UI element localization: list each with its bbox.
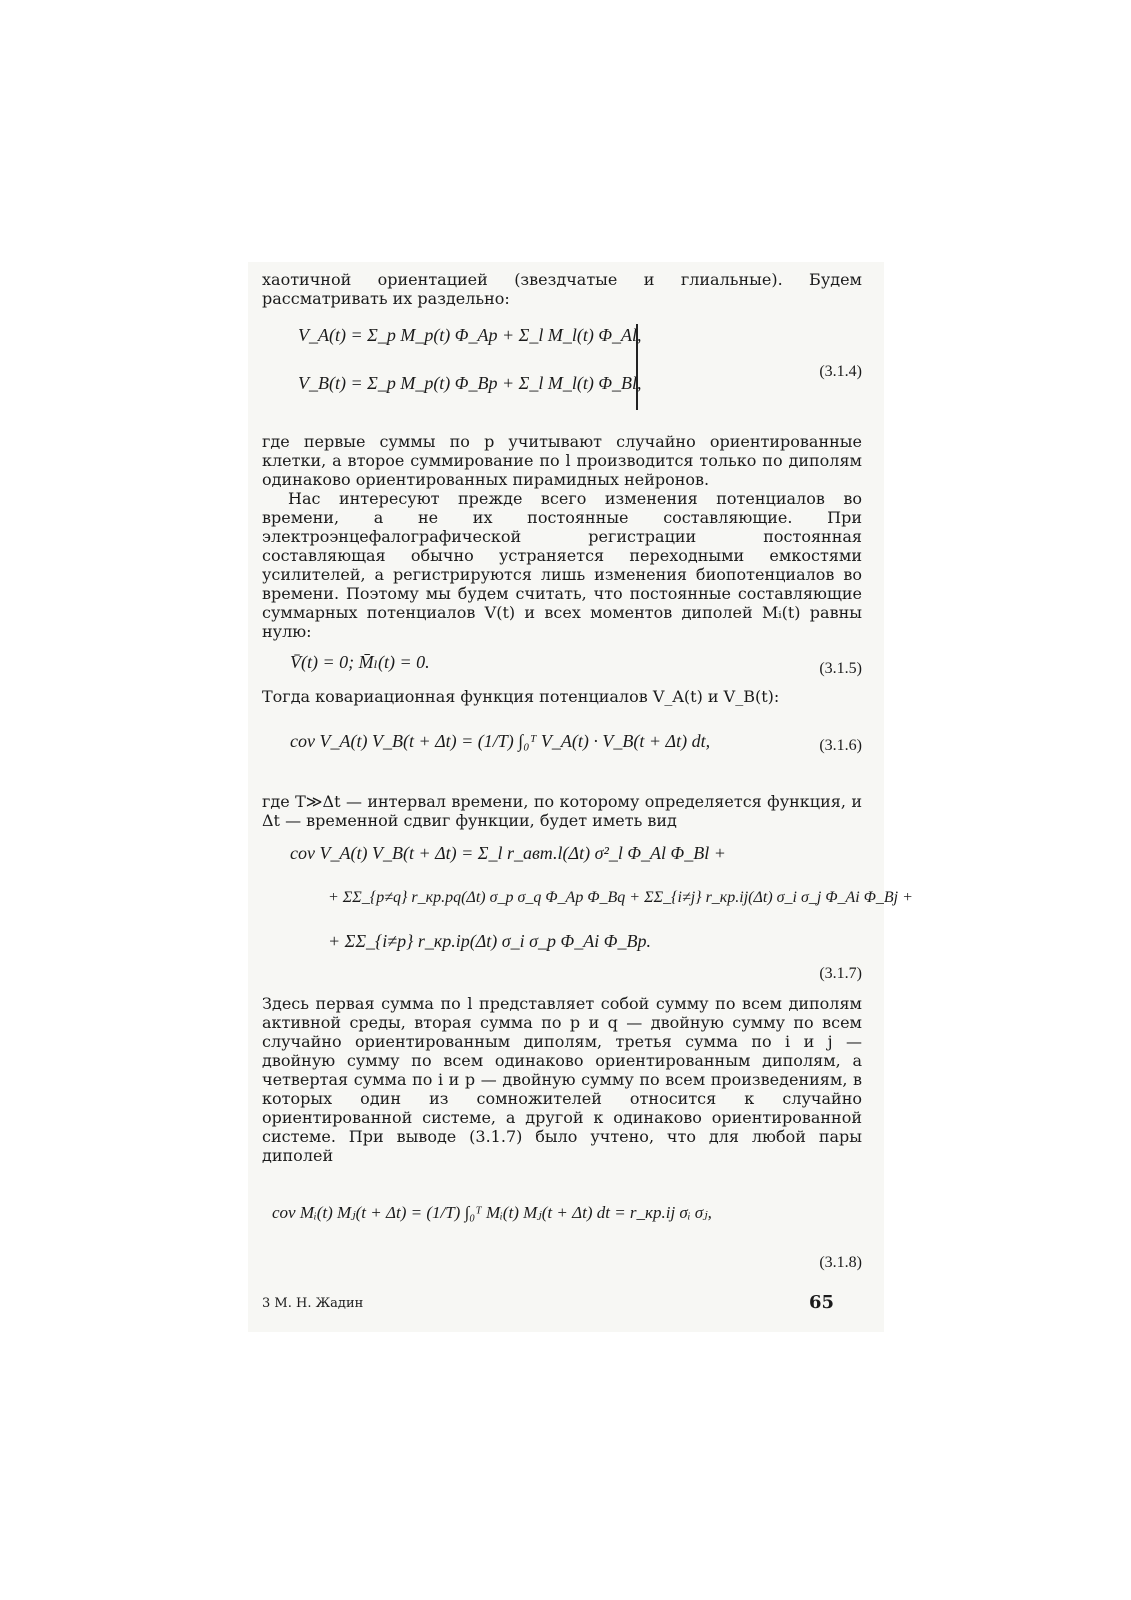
paragraph-2: где первые суммы по p учитывают случайно ориентированные клетки, а второе суммирование по l производится только по диполям одинаково ориентированных пирамидных нейронов. xyxy=(262,432,862,489)
equation-3-1-6 xyxy=(262,716,862,776)
equation-3-1-8 xyxy=(262,1185,862,1277)
equation-number-3-1-6: (3.1.6) xyxy=(819,737,862,754)
equation-3-1-5 xyxy=(262,651,862,681)
paragraph-4: Тогда ковариационная функция потенциалов V_A(t) и V_B(t): xyxy=(262,687,780,706)
equation-3-1-7-line-b: + ΣΣ_{p≠q} r_кр.pq(Δt) σ_p σ_q Φ_Ap Φ_Bq + ΣΣ_{i≠j} r_кр.ij(Δt) σ_i σ_j Φ_Ai Φ_Bj + xyxy=(328,889,913,906)
page-number: 65 xyxy=(808,1292,834,1313)
page-footer xyxy=(262,1292,834,1313)
equation-number-3-1-4: (3.1.4) xyxy=(819,363,862,380)
paragraph-6: Здесь первая сумма по l представляет собой сумму по всем диполям активной среды, вторая сумма по p и q — двойную сумму по всем случайно ориентированным диполям, третья сумма по i и j — двойную сумму по всем одинаково ориентированным диполям, а четвертая сумма по i и p — двойную сумму по всем произведениям, в которых один из сомножителей относится к случайно ориентированной системе, а другой к одинаково ориентированной системе. При выводе (3.1.7) было учтено, что для любой пары диполей xyxy=(262,994,862,1165)
equation-3-1-4 xyxy=(262,322,862,418)
equation-brace xyxy=(632,324,638,410)
equation-3-1-5-line: V̄(t) = 0; M̄ₗ(t) = 0. xyxy=(290,652,430,672)
paragraph-5: где T≫Δt — интервал времени, по которому определяется функция, и Δt — временной сдвиг функции, будет иметь вид xyxy=(262,792,862,830)
signature-mark: 3 М. Н. Жадин xyxy=(262,1296,364,1311)
equation-3-1-6-line: cov V_A(t) V_B(t + Δt) = (1/T) ∫₀ᵀ V_A(t) · V_B(t + Δt) dt, xyxy=(290,731,711,751)
text-column xyxy=(262,270,913,1283)
equation-3-1-4-line-a: V_A(t) = Σ_p M_p(t) Φ_Ap + Σ_l M_l(t) Φ_Al, xyxy=(298,325,642,345)
equation-3-1-7 xyxy=(262,842,913,988)
paragraph-3: Нас интересуют прежде всего изменения потенциалов во времени, а не их постоянные составляющие. При электроэнцефалографической регистрации постоянная составляющая обычно устраняется переходными емкостями усилителей, а регистрируются лишь изменения биопотенциалов во времени. Поэтому мы будем считать, что постоянные составляющие суммарных потенциалов V(t) и всех моментов диполей Mᵢ(t) равны нулю: xyxy=(262,489,862,641)
equation-number-3-1-8: (3.1.8) xyxy=(819,1254,862,1271)
paragraph-1: хаотичной ориентацией (звездчатые и глиальные). Будем рассматривать их раздельно: xyxy=(262,270,862,308)
equation-3-1-4-line-b: V_B(t) = Σ_p M_p(t) Φ_Bp + Σ_l M_l(t) Φ_Bl, xyxy=(298,373,642,393)
equation-3-1-7-line-c: + ΣΣ_{i≠p} r_кр.ip(Δt) σ_i σ_p Φ_Ai Φ_Bp. xyxy=(328,931,651,951)
equation-3-1-8-line: cov Mᵢ(t) Mⱼ(t + Δt) = (1/T) ∫₀ᵀ Mᵢ(t) Mⱼ(t + Δt) dt = r_кр.ij σᵢ σⱼ, xyxy=(272,1203,712,1222)
equation-3-1-7-line-a: cov V_A(t) V_B(t + Δt) = Σ_l r_авт.l(Δt) σ²_l Φ_Al Φ_Bl + xyxy=(290,843,726,863)
equation-number-3-1-7: (3.1.7) xyxy=(819,965,862,982)
equation-number-3-1-5: (3.1.5) xyxy=(819,660,862,677)
